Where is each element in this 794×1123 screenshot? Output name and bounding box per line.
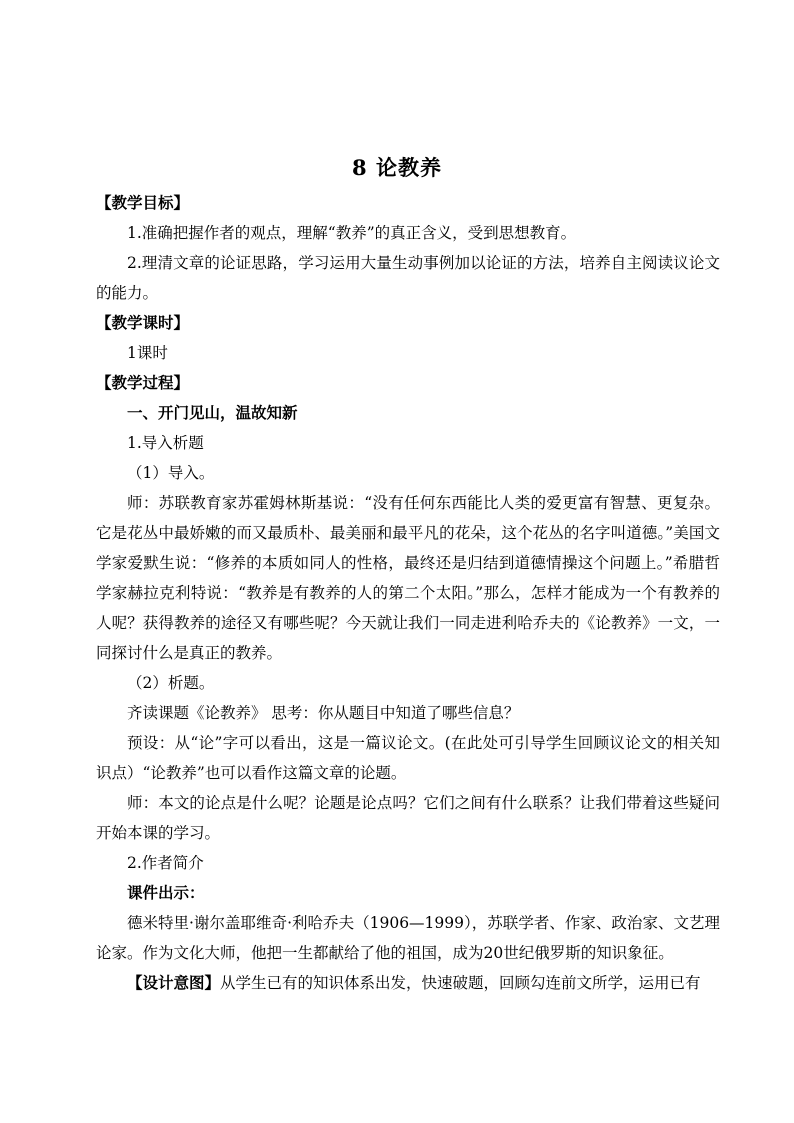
step1-sub1: （1）导入。 bbox=[127, 464, 215, 482]
courseware-label: 课件出示： bbox=[127, 883, 205, 902]
objective-1: 1.准确把握作者的观点，理解“教养”的真正含义，受到思想教育。 bbox=[127, 224, 577, 242]
step1-heading: 1.导入析题 bbox=[127, 434, 204, 452]
hours-heading: 【教学课时】 bbox=[96, 313, 190, 332]
objective-2: 2.理清文章的论证思路，学习运用大量生动事例加以论证的方法，培养自主阅读议论文的能力。 bbox=[96, 254, 720, 302]
teacher-question-paragraph: 师：本文的论点是什么呢？论题是论点吗？它们之间有什么联系？让我们带着这些疑问开始本课的学习。 bbox=[96, 794, 720, 842]
document-body bbox=[96, 188, 720, 998]
presumption-paragraph: 预设：从“论”字可以看出，这是一篇议论文。(在此处可引导学生回顾议论文的相关知识点）“论教养”也可以看作这篇文章的论题。 bbox=[96, 734, 720, 782]
teacher-intro-paragraph: 师：苏联教育家苏霍姆林斯基说：“没有任何东西能比人类的爱更富有智慧、更复杂。它是花丛中最娇嫩的而又最质朴、最美丽和最平凡的花朵，这个花丛的名字叫道德。”美国文学家爱默生说：“修养的本质如同人的性格，最终还是归结到道德情操这个问题上。”希腊哲学家赫拉克利特说：“教养是有教养的人的第二个太阳。”那么，怎样才能成为一个有教养的人呢？获得教养的途径又有哪些呢？今天就让我们一同走进利哈乔夫的《论教养》一文，一同探讨什么是真正的教养。 bbox=[96, 494, 720, 662]
page-title: 8 论教养 bbox=[352, 155, 442, 180]
design-intent-paragraph bbox=[96, 968, 720, 998]
design-intent-text: 从学生已有的知识体系出发，快速破题，回顾勾连前文所学，运用已有 bbox=[220, 974, 701, 992]
step2-heading: 2.作者简介 bbox=[127, 854, 204, 872]
process-heading: 【教学过程】 bbox=[96, 373, 190, 392]
hours-value: 1课时 bbox=[127, 344, 168, 362]
read-title-paragraph: 齐读课题《论教养》 思考：你从题目中知道了哪些信息？ bbox=[127, 704, 520, 722]
step1-sub2: （2）析题。 bbox=[127, 674, 215, 692]
objectives-heading: 【教学目标】 bbox=[96, 193, 190, 212]
design-intent-label: 【设计意图】 bbox=[127, 973, 221, 992]
part1-heading: 一、开门见山，温故知新 bbox=[127, 403, 298, 422]
author-bio-paragraph: 德米特里·谢尔盖耶维奇·利哈乔夫（1906—1999），苏联学者、作家、政治家、文艺理论家。作为文化大师，他把一生都献给了他的祖国，成为20世纪俄罗斯的知识象征。 bbox=[96, 914, 720, 962]
